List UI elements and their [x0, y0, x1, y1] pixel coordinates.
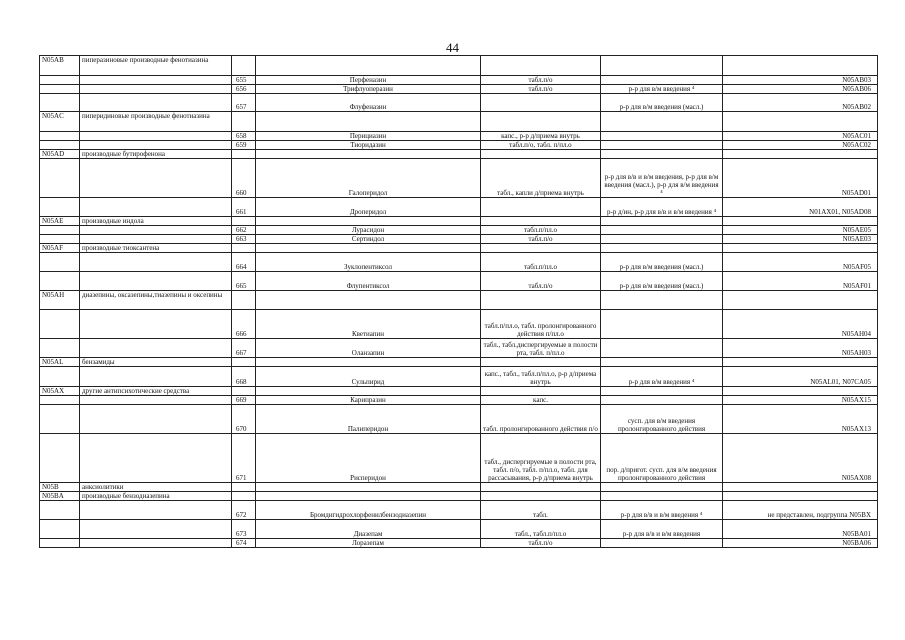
cell-num: 662: [232, 226, 256, 235]
cell-form2: р-р для в/в и в/м введения, р-р для в/м введения (масл.), р-р для в/м введения ⁴: [601, 159, 723, 198]
cell-form1: табл., табл.п/пл.о: [481, 520, 601, 539]
cell-code: [40, 367, 80, 387]
cell-code: [40, 253, 80, 272]
cell-form1: капс.: [481, 396, 601, 405]
cell-form1: [481, 387, 601, 396]
table-row: [40, 150, 878, 159]
cell-form2: [601, 291, 723, 310]
cell-num: 659: [232, 141, 256, 150]
cell-group: [80, 367, 232, 387]
cell-form1: [481, 358, 601, 367]
cell-code: [40, 94, 80, 112]
cell-form2: [601, 226, 723, 235]
cell-name: [256, 291, 481, 310]
cell-form2: [601, 358, 723, 367]
cell-form1: [481, 112, 601, 132]
cell-name: [256, 483, 481, 492]
cell-atc: [723, 358, 878, 367]
cell-code: [40, 501, 80, 520]
cell-code: N05AB: [40, 56, 80, 76]
cell-form1: [481, 94, 601, 112]
table-row: [40, 310, 878, 339]
cell-num: [232, 244, 256, 253]
cell-code: [40, 434, 80, 483]
cell-form1: [481, 483, 601, 492]
cell-atc: [723, 387, 878, 396]
table-row: [40, 235, 878, 244]
cell-form1: [481, 291, 601, 310]
cell-num: 670: [232, 405, 256, 434]
cell-group: производные индола: [80, 217, 232, 226]
cell-code: N05AC: [40, 112, 80, 132]
cell-group: [80, 226, 232, 235]
cell-name: Флуфеназин: [256, 94, 481, 112]
cell-atc: [723, 483, 878, 492]
cell-num: 674: [232, 539, 256, 548]
cell-form2: [601, 76, 723, 85]
cell-code: [40, 141, 80, 150]
cell-atc: N05AF01: [723, 272, 878, 291]
cell-form2: [601, 132, 723, 141]
cell-form2: [601, 244, 723, 253]
cell-group: анксиолитики: [80, 483, 232, 492]
cell-name: Диазепам: [256, 520, 481, 539]
cell-form2: пор. д/пригот. сусп. для в/м введения пролонгированного действия: [601, 434, 723, 483]
cell-form2: [601, 387, 723, 396]
cell-name: [256, 244, 481, 253]
cell-form2: [601, 150, 723, 159]
cell-code: N05AL: [40, 358, 80, 367]
cell-form1: табл.п/о: [481, 539, 601, 548]
cell-num: [232, 112, 256, 132]
cell-num: 668: [232, 367, 256, 387]
table-row: [40, 358, 878, 367]
cell-form1: капс., табл., табл.п/пл.о, р-р д/приема внутрь: [481, 367, 601, 387]
cell-num: 671: [232, 434, 256, 483]
cell-group: [80, 501, 232, 520]
cell-num: 669: [232, 396, 256, 405]
cell-name: Зуклопентиксол: [256, 253, 481, 272]
page-number: 44: [446, 40, 459, 55]
cell-name: Перициазин: [256, 132, 481, 141]
cell-name: Карипразин: [256, 396, 481, 405]
cell-atc: N05AH04: [723, 310, 878, 339]
cell-form1: табл.п/пл.о: [481, 226, 601, 235]
table-row: [40, 226, 878, 235]
cell-group: [80, 310, 232, 339]
table-row: [40, 94, 878, 112]
cell-name: Трифлуоперазин: [256, 85, 481, 94]
cell-num: 665: [232, 272, 256, 291]
cell-code: [40, 539, 80, 548]
cell-form2: [601, 396, 723, 405]
cell-atc: N05AB03: [723, 76, 878, 85]
cell-form2: [601, 235, 723, 244]
cell-group: [80, 235, 232, 244]
cell-atc: [723, 150, 878, 159]
cell-num: 664: [232, 253, 256, 272]
cell-name: [256, 358, 481, 367]
cell-atc: N05AX13: [723, 405, 878, 434]
cell-atc: N05AH03: [723, 339, 878, 358]
cell-group: [80, 520, 232, 539]
cell-code: [40, 520, 80, 539]
table-row: [40, 387, 878, 396]
cell-form1: табл., табл.диспергируемые в полости рта, табл. п/пл.о: [481, 339, 601, 358]
cell-form2: р-р для в/м введения ⁴: [601, 85, 723, 94]
cell-form1: [481, 56, 601, 76]
cell-name: Флупентиксол: [256, 272, 481, 291]
cell-name: Рисперидон: [256, 434, 481, 483]
cell-group: диазепины, оксазепины,тиазепины и оксепины: [80, 291, 232, 310]
cell-form1: табл. пролонгированного действия п/о: [481, 405, 601, 434]
cell-form1: табл.п/о: [481, 85, 601, 94]
cell-group: [80, 198, 232, 217]
cell-name: Бромдигидрохлорфенилбензодиазепин: [256, 501, 481, 520]
cell-form2: [601, 217, 723, 226]
cell-group: [80, 132, 232, 141]
cell-group: [80, 85, 232, 94]
table-row: [40, 253, 878, 272]
cell-num: [232, 56, 256, 76]
cell-atc: [723, 244, 878, 253]
cell-code: [40, 310, 80, 339]
cell-form1: табл.п/о: [481, 235, 601, 244]
cell-atc: [723, 56, 878, 76]
cell-atc: [723, 217, 878, 226]
cell-atc: N05AX08: [723, 434, 878, 483]
cell-code: [40, 405, 80, 434]
cell-group: [80, 539, 232, 548]
cell-num: 657: [232, 94, 256, 112]
cell-code: N05AH: [40, 291, 80, 310]
cell-group: [80, 94, 232, 112]
cell-code: N05AD: [40, 150, 80, 159]
cell-num: 658: [232, 132, 256, 141]
cell-atc: N05AC01: [723, 132, 878, 141]
cell-name: [256, 217, 481, 226]
cell-group: производные тиоксантена: [80, 244, 232, 253]
cell-form2: [601, 310, 723, 339]
cell-code: [40, 272, 80, 291]
table-row: [40, 492, 878, 501]
cell-atc: N05AX15: [723, 396, 878, 405]
cell-name: Галоперидол: [256, 159, 481, 198]
cell-code: [40, 396, 80, 405]
cell-code: [40, 235, 80, 244]
table-row: [40, 141, 878, 150]
cell-code: N05AX: [40, 387, 80, 396]
table-row: [40, 244, 878, 253]
table-row: [40, 76, 878, 85]
table-row: [40, 291, 878, 310]
cell-group: пиперидиновые производные фенотиазина: [80, 112, 232, 132]
cell-name: [256, 492, 481, 501]
cell-form1: табл.п/пл.о: [481, 253, 601, 272]
cell-group: [80, 159, 232, 198]
table-row: [40, 198, 878, 217]
cell-num: [232, 150, 256, 159]
cell-atc: N05BA01: [723, 520, 878, 539]
cell-name: Тиоридазин: [256, 141, 481, 150]
table-row: [40, 405, 878, 434]
cell-form2: р-р для в/м введения (масл.): [601, 94, 723, 112]
cell-num: [232, 217, 256, 226]
cell-atc: [723, 112, 878, 132]
cell-name: Кветиапин: [256, 310, 481, 339]
table-row: [40, 339, 878, 358]
cell-name: [256, 112, 481, 132]
table-row: [40, 539, 878, 548]
cell-name: Оланзапин: [256, 339, 481, 358]
table-row: [40, 112, 878, 132]
cell-name: Перфеназин: [256, 76, 481, 85]
table-row: [40, 217, 878, 226]
cell-form1: [481, 492, 601, 501]
cell-group: [80, 405, 232, 434]
cell-num: 667: [232, 339, 256, 358]
cell-form2: [601, 483, 723, 492]
cell-form2: р-р для в/м введения (масл.): [601, 253, 723, 272]
cell-num: 666: [232, 310, 256, 339]
table-row: [40, 159, 878, 198]
cell-group: пиперазиновые производные фенотиазина: [80, 56, 232, 76]
cell-code: [40, 76, 80, 85]
table-row: [40, 56, 878, 76]
cell-atc: N05AE03: [723, 235, 878, 244]
table-row: [40, 483, 878, 492]
cell-form1: табл.п/о, табл. п/пл.о: [481, 141, 601, 150]
cell-name: Дроперидол: [256, 198, 481, 217]
table-row: [40, 501, 878, 520]
cell-form1: капс., р-р д/приема внутрь: [481, 132, 601, 141]
cell-group: [80, 434, 232, 483]
cell-form2: р-р для в/в и в/м введения ⁴: [601, 501, 723, 520]
cell-form1: табл., диспергируемые в полости рта, табл. п/о, табл. п/пл.о, табл. для рассасывания, р-р д/приема внутрь: [481, 434, 601, 483]
cell-group: [80, 272, 232, 291]
cell-name: Лоразепам: [256, 539, 481, 548]
cell-atc: N05AB02: [723, 94, 878, 112]
cell-num: [232, 291, 256, 310]
cell-form2: р-р для в/м введения ⁴: [601, 367, 723, 387]
cell-form2: р-р д/ин, р-р для в/в и в/м введения ⁴: [601, 198, 723, 217]
table-row: [40, 434, 878, 483]
cell-atc: [723, 291, 878, 310]
cell-num: [232, 483, 256, 492]
cell-form2: [601, 539, 723, 548]
cell-atc: N05AE05: [723, 226, 878, 235]
cell-form1: табл.п/пл.о, табл. пролонгированного действия п/пл.о: [481, 310, 601, 339]
cell-atc: N01AX01, N05AD08: [723, 198, 878, 217]
cell-form1: табл., капли д/приема внутрь: [481, 159, 601, 198]
cell-num: 672: [232, 501, 256, 520]
cell-code: N05AF: [40, 244, 80, 253]
cell-code: [40, 132, 80, 141]
cell-form1: табл.п/о: [481, 76, 601, 85]
table-row: [40, 520, 878, 539]
cell-code: N05BA: [40, 492, 80, 501]
cell-group: [80, 76, 232, 85]
table-row: [40, 85, 878, 94]
cell-num: 655: [232, 76, 256, 85]
cell-num: 663: [232, 235, 256, 244]
cell-num: [232, 492, 256, 501]
cell-code: N05B: [40, 483, 80, 492]
cell-name: [256, 387, 481, 396]
cell-name: [256, 150, 481, 159]
cell-code: [40, 339, 80, 358]
cell-name: [256, 56, 481, 76]
cell-name: Палиперидон: [256, 405, 481, 434]
table-row: [40, 272, 878, 291]
cell-name: Сертиндол: [256, 235, 481, 244]
cell-code: [40, 226, 80, 235]
cell-code: N05AE: [40, 217, 80, 226]
cell-code: [40, 85, 80, 94]
cell-num: [232, 387, 256, 396]
cell-form2: [601, 492, 723, 501]
cell-group: [80, 253, 232, 272]
table-row: [40, 367, 878, 387]
cell-group: производные бензодиазепина: [80, 492, 232, 501]
cell-form2: р-р для в/м введения (масл.): [601, 272, 723, 291]
cell-code: [40, 198, 80, 217]
cell-form1: [481, 198, 601, 217]
table-row: [40, 396, 878, 405]
cell-num: 661: [232, 198, 256, 217]
cell-form2: [601, 141, 723, 150]
cell-group: [80, 141, 232, 150]
cell-name: Сульпирид: [256, 367, 481, 387]
drug-table: [39, 55, 878, 548]
cell-form2: сусп. для в/м введения пролонгированного действия: [601, 405, 723, 434]
cell-form1: табл.п/о: [481, 272, 601, 291]
cell-form1: [481, 150, 601, 159]
cell-atc: N05AL01, N07CA05: [723, 367, 878, 387]
cell-form1: [481, 217, 601, 226]
cell-atc: N05AF05: [723, 253, 878, 272]
cell-atc: N05BA06: [723, 539, 878, 548]
cell-atc: N05AB06: [723, 85, 878, 94]
cell-form2: [601, 339, 723, 358]
cell-group: [80, 339, 232, 358]
cell-num: [232, 358, 256, 367]
cell-atc: [723, 492, 878, 501]
cell-code: [40, 159, 80, 198]
cell-group: бензамиды: [80, 358, 232, 367]
cell-atc: не представлен, подгруппа N05BX: [723, 501, 878, 520]
cell-group: производные бутирофенона: [80, 150, 232, 159]
cell-form2: [601, 56, 723, 76]
cell-num: 660: [232, 159, 256, 198]
cell-num: 673: [232, 520, 256, 539]
cell-form1: [481, 244, 601, 253]
cell-group: другие антипсихотические средства: [80, 387, 232, 396]
cell-group: [80, 396, 232, 405]
cell-form2: [601, 112, 723, 132]
table-row: [40, 132, 878, 141]
cell-form1: табл.: [481, 501, 601, 520]
cell-num: 656: [232, 85, 256, 94]
cell-name: Лурасидон: [256, 226, 481, 235]
cell-atc: N05AC02: [723, 141, 878, 150]
cell-form2: р-р для в/в и в/м введения: [601, 520, 723, 539]
cell-atc: N05AD01: [723, 159, 878, 198]
